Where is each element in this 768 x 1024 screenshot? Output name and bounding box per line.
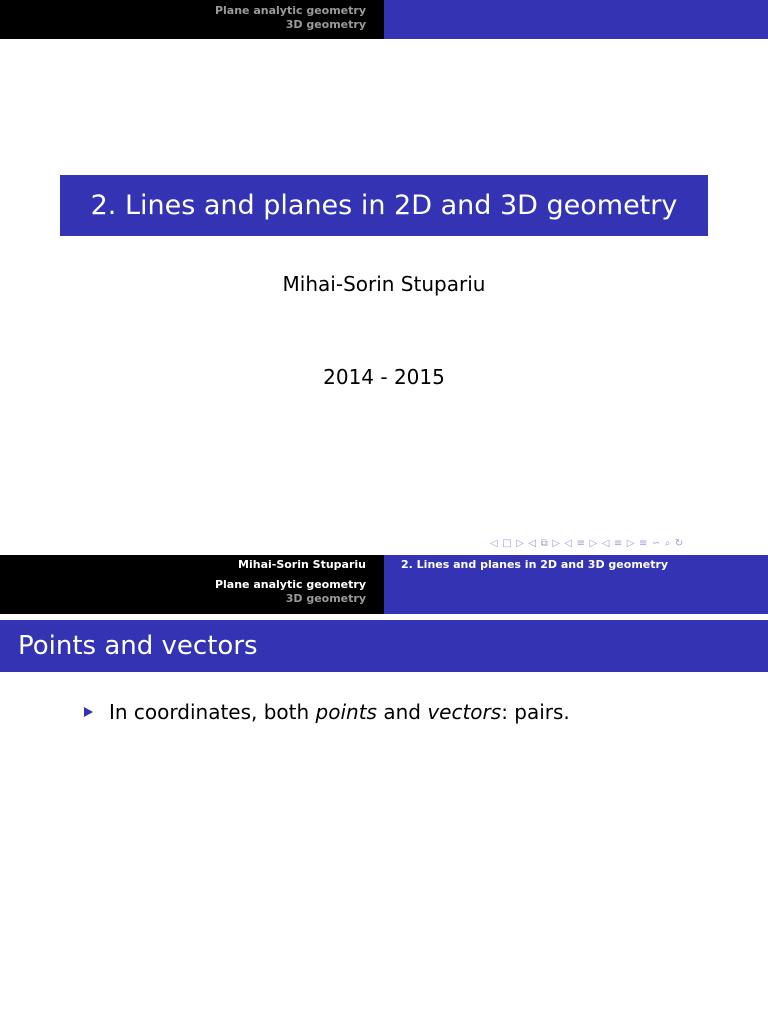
nav-next-doc-icon[interactable]: ▷ (626, 537, 635, 549)
bullet-text-part: and (376, 700, 428, 724)
nav-back-icon[interactable]: ∽ (651, 537, 661, 549)
slide2-header (0, 555, 768, 614)
nav-next-subsection-icon[interactable]: ▷ (552, 537, 561, 549)
nav-next-section-icon[interactable]: ▷ (589, 537, 598, 549)
bullet-emphasis-points: points (315, 700, 377, 724)
list-item (80, 700, 570, 724)
nav-prev-subsection-icon[interactable]: ◁ (528, 537, 537, 549)
nav-frame-icon[interactable]: □ (502, 537, 513, 549)
bullet-emphasis-vectors: vectors (427, 700, 502, 724)
slide2-header-left (0, 555, 384, 614)
bullet-text-part: In coordinates, both (109, 700, 316, 724)
header-section-3d[interactable]: 3D geometry (285, 592, 366, 605)
beamer-nav-bar (490, 535, 760, 551)
nav-prev-frame-icon[interactable]: ◁ (490, 537, 499, 549)
nav-section-icon[interactable]: ≡ (576, 537, 586, 549)
nav-subsection-icon[interactable]: ⧉ (540, 537, 549, 549)
bullet-triangle-icon (84, 707, 93, 717)
slide1-header-sections (0, 0, 384, 39)
slide1-title-box (60, 175, 708, 236)
header-section-plane-active[interactable]: Plane analytic geometry (214, 578, 366, 591)
slide1-header-right (384, 0, 768, 39)
slide1-header (0, 0, 768, 39)
header-talk-title[interactable]: 2. Lines and planes in 2D and 3D geometry (401, 558, 669, 571)
nav-next-frame-icon[interactable]: ▷ (516, 537, 525, 549)
presentation-author: Mihai-Sorin Stupariu (282, 272, 486, 296)
frame-title: Points and vectors (18, 631, 258, 661)
nav-forward-icon[interactable]: ↻ (674, 537, 684, 549)
nav-search-icon[interactable]: ⌕ (664, 537, 671, 549)
slide2-header-right (384, 555, 768, 614)
bullet-text (109, 700, 570, 724)
nav-prev-doc-icon[interactable]: ◁ (601, 537, 610, 549)
header-section-3d[interactable]: 3D geometry (285, 18, 366, 31)
frame-title-bar (0, 620, 768, 672)
bullet-text-part: : pairs. (501, 700, 570, 724)
nav-appendix-icon[interactable]: ≡ (639, 537, 648, 549)
header-section-plane[interactable]: Plane analytic geometry (214, 4, 366, 17)
nav-prev-section-icon[interactable]: ◁ (564, 537, 573, 549)
presentation-title: 2. Lines and planes in 2D and 3D geometry (90, 190, 678, 221)
header-author[interactable]: Mihai-Sorin Stupariu (238, 558, 366, 571)
bullet-list (80, 700, 570, 724)
presentation-date: 2014 - 2015 (323, 365, 445, 389)
nav-doc-icon[interactable]: ≡ (613, 537, 623, 549)
